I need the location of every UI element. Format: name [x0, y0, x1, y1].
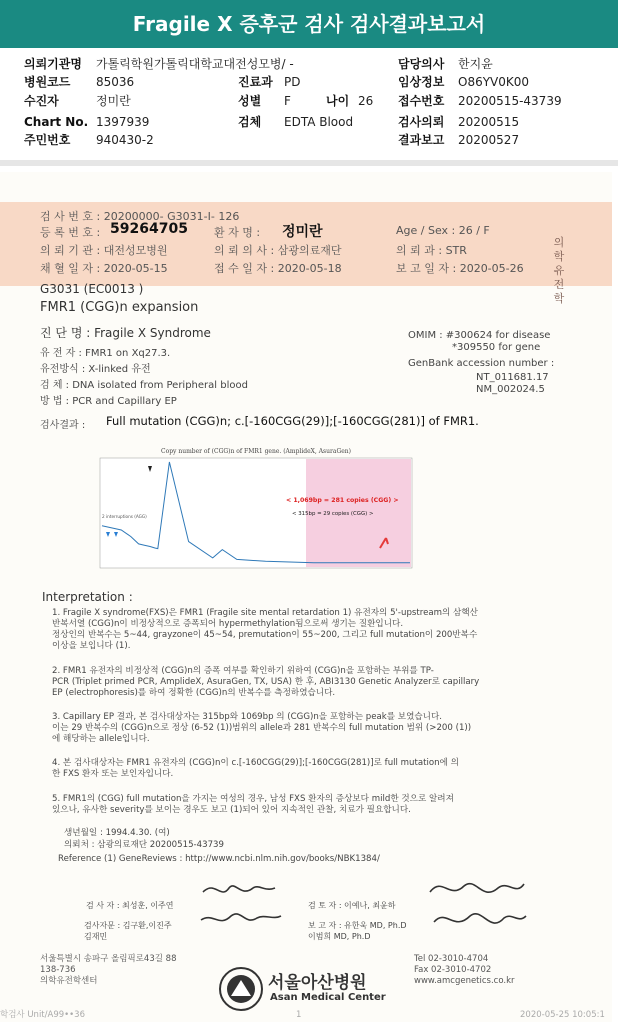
- registration-label: 등 록 번 호 :: [40, 226, 101, 239]
- receipt-date: 접 수 일 자 : 2020-05-18: [214, 262, 342, 275]
- asan-logo-icon: [218, 966, 264, 1012]
- test-name: FMR1 (CGG)n expansion: [40, 300, 199, 315]
- signature-images-right: [420, 872, 530, 942]
- institution-label: 의뢰기관명: [24, 57, 82, 71]
- interpretation-p5: 5. FMR1의 (CGG) full mutation을 가지는 여성의 경우, 남성 FXS 환자의 증상보다 mild한 것으로 알려져 있으나, 유사한 severity를 보이는 경우도 보고 (1)되어 있어 지속적인 관찰, 치료가 필요합니다.: [52, 794, 454, 815]
- registration-number: 59264705: [110, 221, 188, 237]
- omim-gene: *309550 for gene: [452, 342, 541, 353]
- scanned-report-sheet: [0, 172, 612, 1022]
- request-date-label: 검사의뢰: [398, 115, 445, 129]
- sex-value: F: [284, 94, 291, 108]
- reference: Reference (1) GeneReviews : http://www.ncbi.nlm.nih.gov/books/NBK1384/: [58, 854, 380, 864]
- patient-name: 정미란: [282, 224, 323, 240]
- tester-advisor: 검사자문 : 김구환,이진주 김재민: [84, 921, 172, 941]
- requesting-dept: 의 뢰 과 : STR: [396, 244, 467, 257]
- hospital-code-value: 85036: [96, 75, 135, 89]
- report-date-value: 20200527: [458, 133, 520, 147]
- specimen-label: 검체: [238, 115, 262, 129]
- tester: 검 사 자 : 최성훈, 이주연: [86, 901, 174, 910]
- chart-no-label: Chart No.: [24, 115, 89, 129]
- department-value: PD: [284, 75, 301, 89]
- annotation-short-allele: < 315bp = 29 copies (CGG) >: [292, 511, 374, 517]
- receipt-no-value: 20200515-43739: [458, 94, 562, 108]
- result-text: Full mutation (CGG)n; c.[-160CGG(29)];[-160CGG(281)] of FMR1.: [106, 414, 479, 428]
- interpretation-heading: Interpretation :: [42, 590, 133, 604]
- resident-no-label: 주민번호: [24, 133, 71, 147]
- institution-value: 가톨릭학원가톨릭대학교대전성모병/ -: [96, 57, 294, 71]
- hospital-code-label: 병원코드: [24, 75, 71, 89]
- result-label: 검사결과 :: [40, 420, 86, 431]
- patient-label: 수진자: [24, 94, 59, 108]
- test-number: 검 사 번 호 : 20200000- G3031-I- 126: [40, 210, 240, 223]
- department-vertical-label: 의학유전학: [553, 236, 565, 305]
- physician-value: 한지윤: [458, 57, 493, 71]
- interpretation-p2: 2. FMR1 유전자의 비정상적 (CGG)n의 증폭 여부를 확인하기 위하여 (CGG)n을 포함하는 부위를 TP- PCR (Triplet primed PCR, AmplideX, AsuraGen, TX, USA) 한 후, ABI3130 Genetic Analyzer로 capillary EP (electrophoresis)를 하여 정확한 (CGG)n의 반복수를 측정하였습니다.: [52, 666, 480, 698]
- hospital-name-korean: 서울아산병원: [268, 973, 367, 993]
- print-timestamp: 2020-05-25 10:05:1: [520, 1010, 605, 1020]
- chart-title: Copy number of (CGG)n of FMR1 gene. (AmplideX, AsuraGen): [161, 448, 351, 455]
- department-label: 진료과: [238, 75, 273, 89]
- hospital-name-english: Asan Medical Center: [270, 992, 386, 1003]
- genbank-label: GenBank accession number :: [408, 358, 555, 369]
- request-date-value: 20200515: [458, 115, 520, 129]
- footer-contact: Tel 02-3010-4704 Fax 02-3010-4702 www.amcgenetics.co.kr: [414, 954, 515, 986]
- page-left-mark: 학검사 Unit/A99••36: [0, 1010, 85, 1020]
- clinical-info-label: 임상정보: [398, 75, 445, 89]
- report-title: Fragile X 증후군 검사 검사결과보고서: [0, 0, 618, 48]
- receipt-no-label: 접수번호: [398, 94, 445, 108]
- gene: 유 전 자 : FMR1 on Xq27.3.: [40, 348, 171, 359]
- reporter: 보 고 자 : 유한욱 MD, Ph.D 이범희 MD, Ph.D: [308, 921, 407, 941]
- clinical-info-value: O86YV0K00: [458, 75, 530, 89]
- birth-date: 생년월일 : 1994.4.30. (여): [64, 828, 170, 838]
- test-code: G3031 (EC0013 ): [40, 282, 144, 296]
- cgg-electropherogram: [96, 444, 416, 574]
- genbank-nm: NM_002024.5: [476, 384, 545, 395]
- report-date-label: 결과보고: [398, 133, 445, 147]
- inheritance: 유전방식 : X-linked 유전: [40, 364, 151, 375]
- header-divider: [0, 160, 618, 166]
- specimen-value: EDTA Blood: [284, 115, 354, 129]
- chart-no-value: 1397939: [96, 115, 150, 129]
- chart-svg: [96, 444, 416, 574]
- annotation-long-allele: < 1,069bp = 281 copies (CGG) >: [286, 497, 399, 504]
- requesting-lab: 의 뢰 의 사 : 삼광의료재단: [214, 244, 342, 257]
- requesting-institution: 의 뢰 기 관 : 대전성모병원: [40, 244, 168, 257]
- patient-name-label: 환 자 명 :: [214, 226, 261, 239]
- requester: 의뢰처 : 삼광의료재단 20200515-43739: [64, 840, 224, 850]
- sample: 검 체 : DNA isolated from Peripheral blood: [40, 380, 248, 391]
- footer-address: 서울특별시 송파구 올림픽로43길 88 138-736 의학유전학센터: [40, 954, 177, 986]
- age-label: 나이: [326, 94, 350, 108]
- annotation-interruptions: 2 interruptions (AGG): [102, 514, 147, 519]
- patient-value: 정미란: [96, 94, 131, 108]
- interpretation-p1: 1. Fragile X syndrome(FXS)은 FMR1 (Fragile site mental retardation 1) 유전자의 5'-upstream의 삼핵산 반복서열 (CGG)n이 비정상적으로 증폭되어 hypermethylation됨으로써 생기는 질환입니다. 정상인의 반복수는 5~44, grayzone이 45~54, premutation이 55~200, 그리고 full mutation이 200반복수 이상을 보입니다 (1).: [52, 608, 478, 651]
- sex-label: 성별: [238, 94, 262, 108]
- age-value: 26: [358, 94, 374, 108]
- age-sex: Age / Sex : 26 / F: [396, 224, 490, 237]
- method: 방 법 : PCR and Capillary EP: [40, 396, 177, 407]
- report-date: 보 고 일 자 : 2020-05-26: [396, 262, 524, 275]
- genbank-nt: NT_011681.17: [476, 372, 549, 383]
- omim-disease: OMIM : #300624 for disease: [408, 330, 551, 341]
- reviewer: 검 토 자 : 이예나, 최윤하: [308, 901, 396, 910]
- diagnosis: 진 단 명 : Fragile X Syndrome: [40, 326, 211, 340]
- page-number: 1: [296, 1010, 302, 1020]
- interpretation-p3: 3. Capillary EP 결과, 본 검사대상자는 315bp와 1069bp 의 (CGG)n을 포함하는 peak를 보였습니다. 이는 29 반복수의 (CGG)n으로 정상 (6-52 (1))범위의 allele과 281 반복수의 full mutation 범위 (>200 (1)) 에 해당하는 allele입니다.: [52, 712, 472, 744]
- interpretation-p4: 4. 본 검사대상자는 FMR1 유전자의 (CGG)n이 c.[-160CGG(29)];[-160CGG(281)]로 full mutation에 의 한 FXS 환자 또는 보인자입니다.: [52, 758, 459, 779]
- signature-images-left: [195, 878, 285, 938]
- resident-no-value: 940430-2: [96, 133, 154, 147]
- physician-label: 담당의사: [398, 57, 445, 71]
- collection-date: 채 혈 일 자 : 2020-05-15: [40, 262, 168, 275]
